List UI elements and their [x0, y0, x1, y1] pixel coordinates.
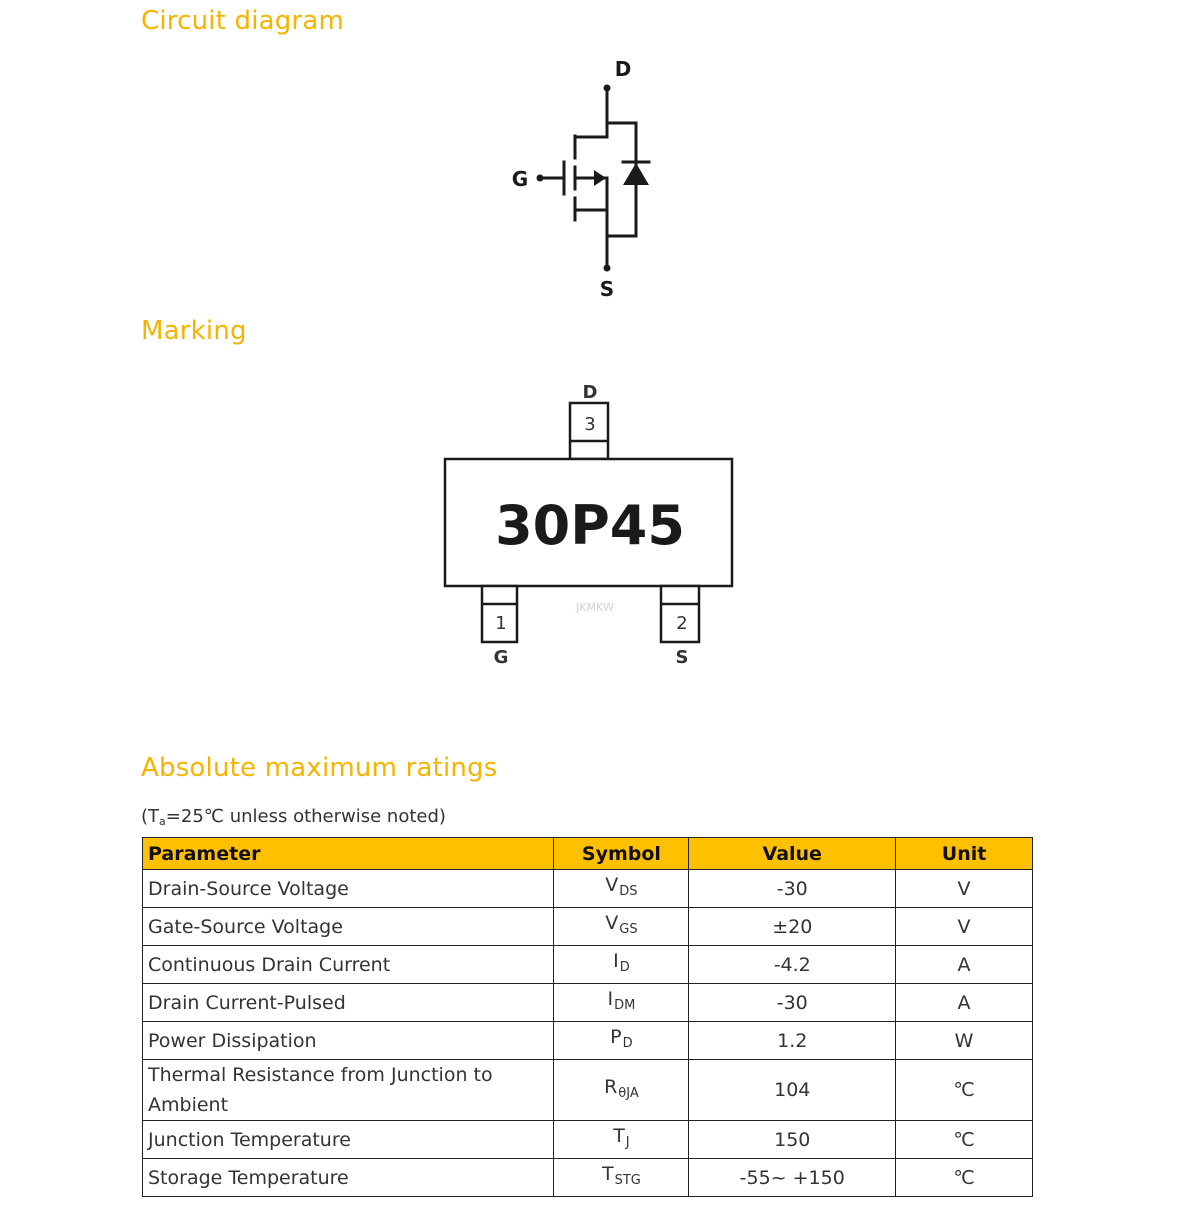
- cell-value: -4.2: [689, 946, 896, 984]
- table-row: [143, 1022, 1033, 1060]
- circuit-label-d: D: [614, 57, 632, 81]
- cell-symbol: [554, 870, 689, 908]
- drain-terminal: [604, 85, 611, 92]
- marking-right-pin-name: S: [675, 647, 689, 668]
- table-header-row: [143, 838, 1033, 870]
- cell-value: 104: [689, 1060, 896, 1121]
- symbol-letter: T: [613, 1125, 625, 1147]
- symbol-subscript: GS: [619, 922, 638, 937]
- symbol-letter: I: [613, 950, 619, 972]
- cell-symbol: [554, 1060, 689, 1121]
- cell-unit: V: [896, 870, 1033, 908]
- table-row: [143, 984, 1033, 1022]
- cell-value: -55~ +150: [689, 1159, 896, 1197]
- note-suffix: =25℃ unless otherwise noted): [165, 806, 446, 827]
- symbol-letter: P: [610, 1026, 622, 1048]
- symbol-subscript: DS: [619, 884, 638, 899]
- marking-left-pin-name: G: [493, 647, 509, 668]
- cell-symbol: [554, 908, 689, 946]
- header-value: Value: [689, 838, 896, 870]
- marking-code: 30P45: [495, 494, 685, 557]
- marking-top-pin-number: 3: [584, 414, 596, 435]
- header-parameter: Parameter: [143, 838, 554, 870]
- cell-unit: ℃: [896, 1121, 1033, 1159]
- cell-unit: A: [896, 984, 1033, 1022]
- header-symbol: Symbol: [554, 838, 689, 870]
- cell-unit: ℃: [896, 1159, 1033, 1197]
- symbol-letter: V: [605, 912, 619, 934]
- channel-arrow: [594, 170, 606, 186]
- cell-parameter: Thermal Resistance from Junction to Ambient: [143, 1060, 554, 1121]
- source-terminal: [604, 265, 611, 272]
- circuit-label-g: G: [511, 167, 529, 191]
- cell-symbol: [554, 984, 689, 1022]
- symbol-letter: T: [601, 1163, 614, 1185]
- cell-value: 150: [689, 1121, 896, 1159]
- cell-unit: V: [896, 908, 1033, 946]
- ratings-heading: Absolute maximum ratings: [141, 753, 498, 783]
- cell-parameter: Continuous Drain Current: [143, 946, 554, 984]
- symbol-subscript: J: [625, 1135, 630, 1150]
- note-subscript: a: [159, 815, 166, 828]
- symbol-letter: R: [604, 1075, 618, 1098]
- cell-value: 1.2: [689, 1022, 896, 1060]
- cell-symbol: [554, 1022, 689, 1060]
- mosfet-symbol: [500, 50, 670, 305]
- symbol-subscript: STG: [614, 1173, 641, 1188]
- cell-parameter: Gate-Source Voltage: [143, 908, 554, 946]
- circuit-diagram-heading: Circuit diagram: [141, 6, 345, 36]
- marking-top-pin-name: D: [582, 382, 598, 403]
- cell-symbol: [554, 1159, 689, 1197]
- note-prefix: (T: [141, 806, 160, 827]
- cell-parameter: Drain Current-Pulsed: [143, 984, 554, 1022]
- table-row: [143, 1060, 1033, 1121]
- cell-value: -30: [689, 870, 896, 908]
- table-row: [143, 870, 1033, 908]
- symbol-letter: I: [607, 988, 614, 1010]
- header-unit: Unit: [896, 838, 1033, 870]
- cell-symbol: [554, 1121, 689, 1159]
- marking-left-pin-number: 1: [495, 613, 507, 634]
- cell-parameter: Junction Temperature: [143, 1121, 554, 1159]
- symbol-subscript: D: [619, 960, 630, 975]
- gate-terminal: [537, 175, 544, 182]
- cell-unit: A: [896, 946, 1033, 984]
- watermark: JKMKW: [576, 601, 614, 614]
- symbol-subscript: D: [622, 1036, 633, 1051]
- table-row: [143, 908, 1033, 946]
- cell-parameter: Drain-Source Voltage: [143, 870, 554, 908]
- table-row: [143, 1159, 1033, 1197]
- marking-right-pin-number: 2: [676, 613, 688, 634]
- ratings-condition-note: [141, 806, 446, 828]
- cell-value: ±20: [689, 908, 896, 946]
- absolute-maximum-ratings-table: [142, 837, 1033, 1197]
- cell-unit: ℃: [896, 1060, 1033, 1121]
- cell-symbol: [554, 946, 689, 984]
- table-row: [143, 1121, 1033, 1159]
- package-marking-drawing: [440, 378, 740, 673]
- symbol-letter: V: [605, 874, 619, 896]
- cell-parameter: Power Dissipation: [143, 1022, 554, 1060]
- circuit-label-s: S: [599, 277, 615, 301]
- cell-value: -30: [689, 984, 896, 1022]
- symbol-subscript: DM: [614, 998, 636, 1013]
- body-diode: [623, 163, 649, 185]
- symbol-subscript: θJA: [618, 1085, 639, 1101]
- table-row: [143, 946, 1033, 984]
- marking-heading: Marking: [141, 316, 247, 346]
- cell-unit: W: [896, 1022, 1033, 1060]
- cell-parameter: Storage Temperature: [143, 1159, 554, 1197]
